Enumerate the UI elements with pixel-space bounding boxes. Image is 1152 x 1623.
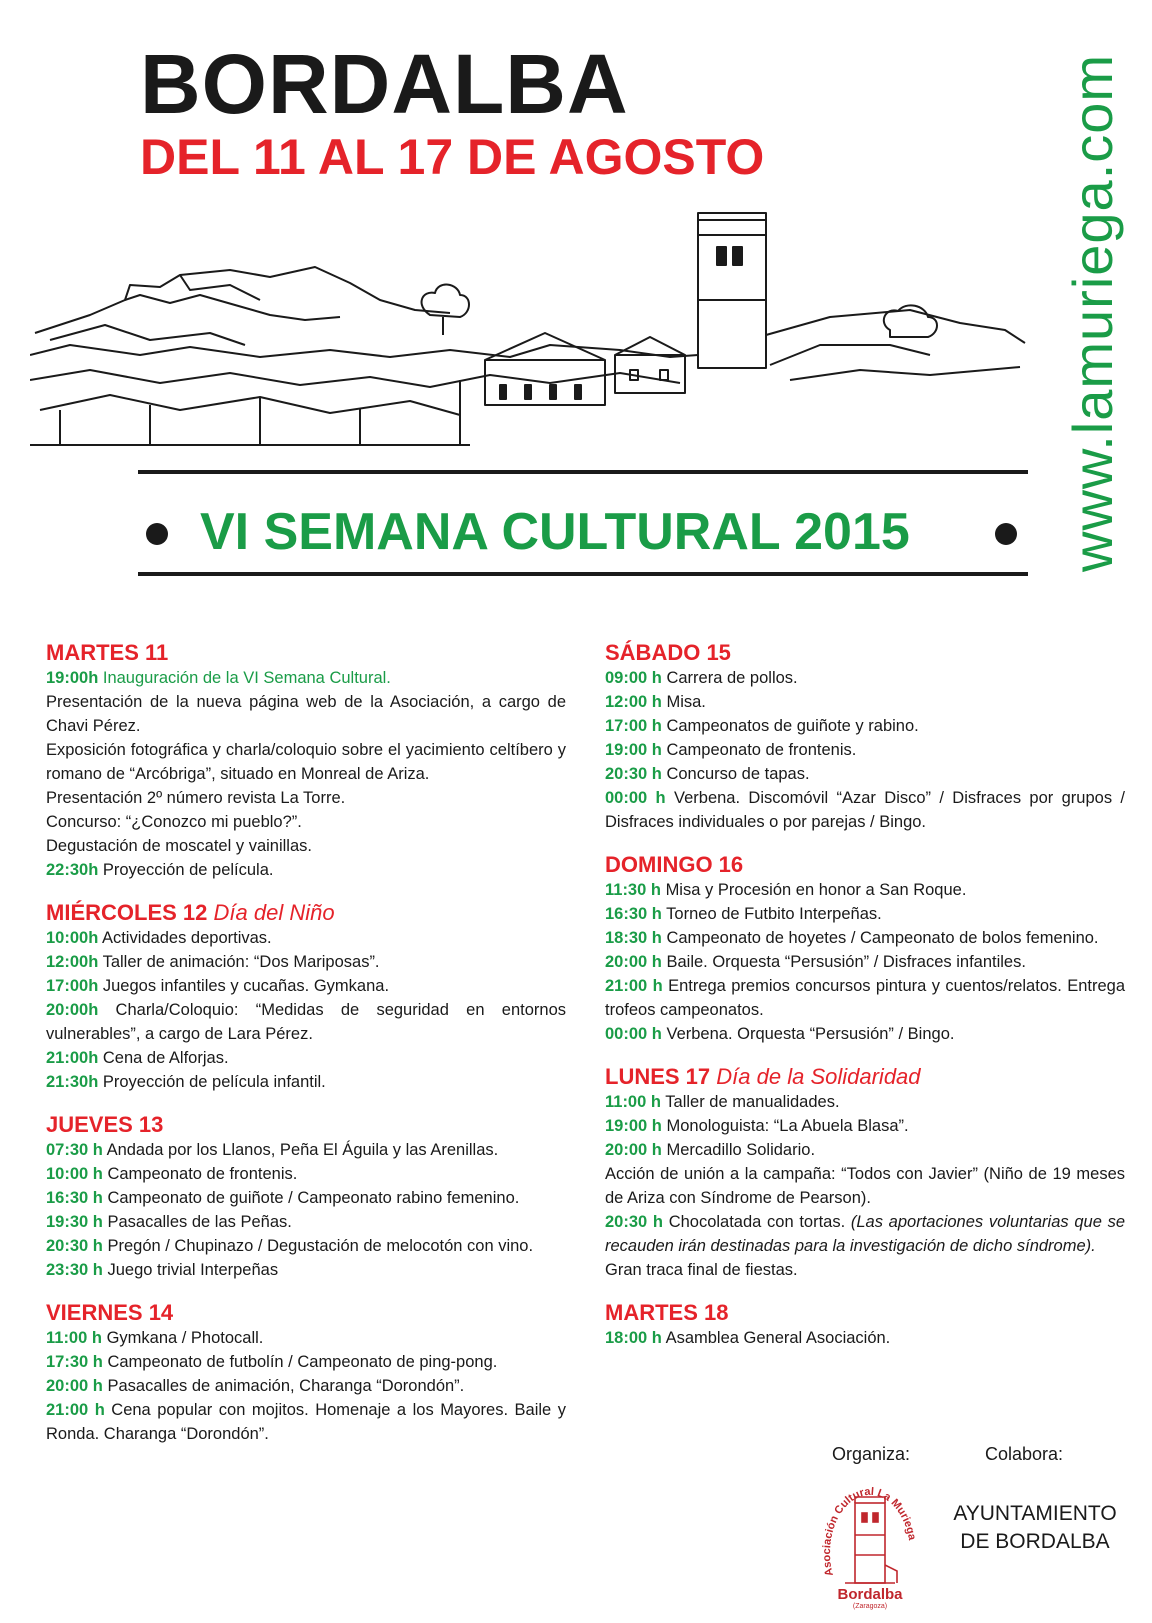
event-item: 20:00 h Pasacalles de animación, Charanga “Dorondón”. — [46, 1377, 465, 1395]
event-item: 20:30 h Pregón / Chupinazo / Degustación de melocotón con vino. — [46, 1237, 534, 1255]
event-item: 19:30 h Pasacalles de las Peñas. — [46, 1213, 292, 1231]
day-heading: MARTES 18 — [605, 1300, 729, 1325]
right-bullet — [995, 523, 1017, 545]
event-item: 21:30h Proyección de película infantil. — [46, 1073, 326, 1091]
program-column-left — [46, 640, 566, 1464]
day-lunes-17 — [605, 1064, 1125, 1282]
day-viernes-14 — [46, 1300, 566, 1446]
day-heading: VIERNES 14 — [46, 1300, 174, 1325]
event-item: 11:30 h Misa y Procesión en honor a San Roque. — [605, 881, 967, 899]
day-miercoles-12 — [46, 900, 566, 1094]
day-heading: JUEVES 13 — [46, 1112, 164, 1137]
association-logo — [815, 1465, 925, 1610]
day-heading: MARTES 11 — [46, 640, 169, 665]
event-item: 16:30 h Torneo de Futbito Interpeñas. — [605, 905, 882, 923]
event-item: 09:00 h Carrera de pollos. — [605, 669, 798, 687]
logo-region: (Zaragoza) — [852, 1603, 888, 1610]
event-item: 07:30 h Andada por los Llanos, Peña El Águila y las Arenillas. — [46, 1141, 499, 1159]
day-heading: MIÉRCOLES 12 Día del Niño — [46, 900, 335, 925]
event-item: 23:30 h Juego trivial Interpeñas — [46, 1261, 279, 1279]
program-column-right — [605, 640, 1125, 1368]
event-item: 21:00 h Cena popular con mojitos. Homenaje a los Mayores. Baile y Ronda. Charanga “Dorondón”. — [46, 1401, 566, 1443]
day-martes-18 — [605, 1300, 1125, 1350]
event-item: 20:30 h Concurso de tapas. — [605, 765, 810, 783]
top-divider — [138, 470, 1028, 474]
colabora-label: Colabora: — [985, 1444, 1064, 1464]
event-item: 11:00 h Taller de manualidades. — [605, 1093, 840, 1111]
page-title: BORDALBA — [140, 37, 629, 131]
event-item: Presentación 2º número revista La Torre. — [46, 789, 346, 807]
organiza-label: Organiza: — [832, 1444, 911, 1464]
event-item: 17:00 h Campeonatos de guiñote y rabino. — [605, 717, 919, 735]
event-item: 18:30 h Campeonato de hoyetes / Campeonato de bolos femenino. — [605, 929, 1099, 947]
event-item: 17:00h Juegos infantiles y cucañas. Gymkana. — [46, 977, 390, 995]
event-item: 12:00h Taller de animación: “Dos Mariposas”. — [46, 953, 380, 971]
event-item: Gran traca final de fiestas. — [605, 1261, 798, 1279]
event-item: 19:00h Inauguración de la VI Semana Cultural. — [46, 669, 391, 687]
event-item: 10:00 h Campeonato de frontenis. — [46, 1165, 298, 1183]
event-item: 11:00 h Gymkana / Photocall. — [46, 1329, 264, 1347]
event-item: Exposición fotográfica y charla/coloquio sobre el yacimiento celtíbero y romano de “Arcóbriga”, situado en Monreal de Ariza. — [46, 741, 566, 783]
event-item: 19:00 h Monologuista: “La Abuela Blasa”. — [605, 1117, 909, 1135]
day-heading: DOMINGO 16 — [605, 852, 744, 877]
event-item: 21:00 h Entrega premios concursos pintura y cuentos/relatos. Entrega trofeos campeonatos. — [605, 977, 1125, 1019]
event-item: 12:00 h Misa. — [605, 693, 706, 711]
event-item: Presentación de la nueva página web de la Asociación, a cargo de Chavi Pérez. — [46, 693, 566, 735]
event-item: Concurso: “¿Conozco mi pueblo?”. — [46, 813, 302, 831]
event-title: VI SEMANA CULTURAL 2015 — [200, 503, 910, 561]
event-item: 22:30h Proyección de película. — [46, 861, 274, 879]
ayto-line-2: DE BORDALBA — [960, 1530, 1110, 1553]
ayto-line-1: AYUNTAMIENTO — [953, 1502, 1117, 1525]
event-item: Acción de unión a la campaña: “Todos con Javier” (Niño de 19 meses de Ariza con Síndrome de Pearson). — [605, 1165, 1125, 1207]
village-skyline-illustration — [30, 205, 1030, 450]
event-item: 19:00 h Campeonato de frontenis. — [605, 741, 857, 759]
event-item: 20:30 h Chocolatada con tortas. (Las aportaciones voluntarias que se recauden irán destinadas para la investigación de dicho síndrome). — [605, 1213, 1125, 1255]
svg-text:Asociación Cultural La Muriega — [821, 1486, 918, 1577]
day-domingo-16 — [605, 852, 1125, 1046]
event-item: 16:30 h Campeonato de guiñote / Campeonato rabino femenino. — [46, 1189, 520, 1207]
bottom-divider — [138, 572, 1028, 576]
day-jueves-13 — [46, 1112, 566, 1282]
left-bullet — [146, 523, 168, 545]
event-item: 00:00 h Verbena. Discomóvil “Azar Disco” / Disfraces por grupos / Disfraces individuales o por parejas / Bingo. — [605, 789, 1125, 831]
collaborator-ayuntamiento — [950, 1500, 1120, 1556]
event-item: 00:00 h Verbena. Orquesta “Persusión” / Bingo. — [605, 1025, 955, 1043]
day-heading: LUNES 17 Día de la Solidaridad — [605, 1064, 921, 1089]
day-heading: SÁBADO 15 — [605, 640, 731, 665]
day-sabado-15 — [605, 640, 1125, 834]
event-item: 18:00 h Asamblea General Asociación. — [605, 1329, 891, 1347]
event-item: 20:00h Charla/Coloquio: “Medidas de seguridad en entornos vulnerables”, a cargo de Lara Pérez. — [46, 1001, 566, 1043]
event-item: 10:00h Actividades deportivas. — [46, 929, 272, 947]
event-item: 20:00 h Baile. Orquesta “Persusión” / Disfraces infantiles. — [605, 953, 1026, 971]
event-item: 17:30 h Campeonato de futbolín / Campeonato de ping-pong. — [46, 1353, 498, 1371]
date-subtitle: DEL 11 AL 17 DE AGOSTO — [140, 129, 765, 185]
event-item: Degustación de moscatel y vainillas. — [46, 837, 312, 855]
day-martes-11 — [46, 640, 566, 882]
website-link[interactable]: www.lamuriega.com — [1061, 53, 1124, 572]
logo-arc-text: Asociación Cultural La Muriega — [820, 1485, 918, 1578]
event-item: 21:00h Cena de Alforjas. — [46, 1049, 229, 1067]
event-item: 20:00 h Mercadillo Solidario. — [605, 1141, 816, 1159]
logo-name: Bordalba — [837, 1586, 903, 1603]
